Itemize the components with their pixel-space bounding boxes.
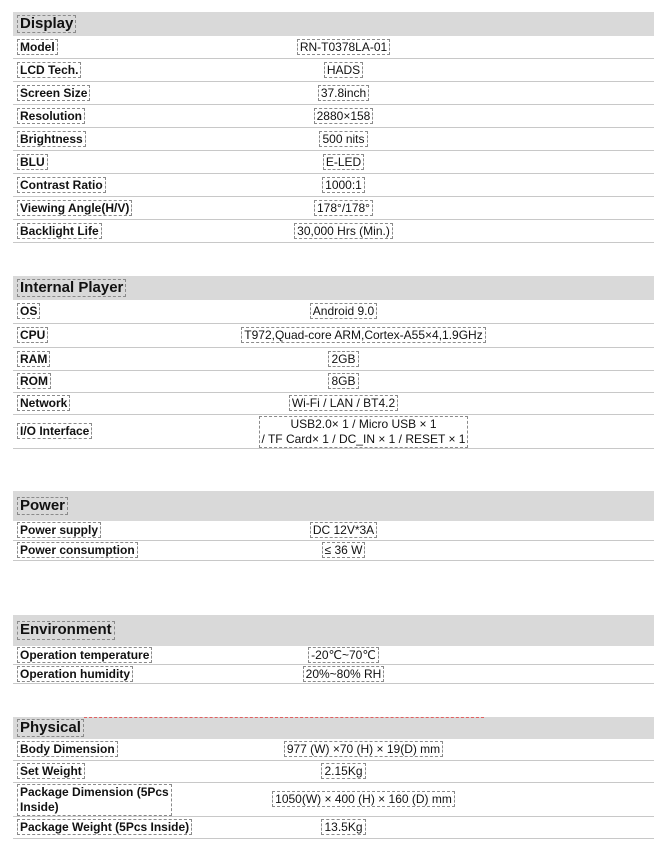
power-section: [13, 491, 654, 561]
physical-section: [13, 717, 654, 839]
table-row: OS Android 9.0: [13, 300, 654, 324]
table-row: Body Dimension 977 (W) ×70 (H) × 19(D) mm: [13, 739, 654, 761]
table-row: Contrast Ratio 1000:1: [13, 174, 654, 197]
table-row: Resolution 2880×158: [13, 105, 654, 128]
table-row: Screen Size 37.8inch: [13, 82, 654, 105]
table-row: Backlight Life 30,000 Hrs (Min.): [13, 220, 654, 243]
table-row: Package Dimension (5Pcs Inside) 1050(W) × 400 (H) × 160 (D) mm: [13, 783, 654, 817]
internal-player-section: [13, 276, 654, 449]
table-row: CPU T972,Quad-core ARM,Cortex-A55×4,1.9GHz: [13, 324, 654, 348]
table-row: Power consumption ≤ 36 W: [13, 541, 654, 561]
table-row: ROM 8GB: [13, 371, 654, 393]
table-row: Model RN-T0378LA-01: [13, 36, 654, 59]
environment-section: [13, 615, 654, 684]
display-section: [13, 12, 654, 243]
table-row: Operation humidity 20%~80% RH: [13, 665, 654, 684]
annotation-line: [84, 717, 484, 718]
section-title: Internal Player: [13, 276, 654, 300]
table-row: Operation temperature -20℃~70℃: [13, 646, 654, 665]
table-row: Viewing Angle(H/V) 178°/178°: [13, 197, 654, 220]
table-row: Package Weight (5Pcs Inside) 13.5Kg: [13, 817, 654, 839]
table-row: I/O Interface USB2.0× 1 / Micro USB × 1 / TF Card× 1 / DC_IN × 1 / RESET × 1: [13, 415, 654, 449]
table-row: Brightness 500 nits: [13, 128, 654, 151]
table-row: Power supply DC 12V*3A: [13, 521, 654, 541]
section-title: Display: [13, 12, 654, 36]
table-row: RAM 2GB: [13, 348, 654, 371]
table-row: BLU E-LED: [13, 151, 654, 174]
section-title: Environment: [13, 615, 654, 646]
table-row: Network Wi-Fi / LAN / BT4.2: [13, 393, 654, 415]
section-title: Physical: [13, 717, 654, 739]
section-title: Power: [13, 491, 654, 521]
table-row: LCD Tech. HADS: [13, 59, 654, 82]
table-row: Set Weight 2.15Kg: [13, 761, 654, 783]
